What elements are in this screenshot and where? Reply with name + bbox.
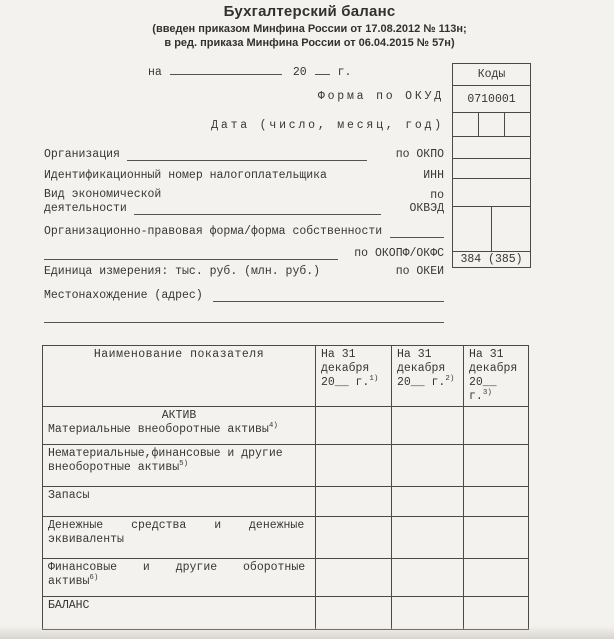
- value-cell: [464, 445, 529, 487]
- date-prefix-label: на: [148, 66, 162, 79]
- form-header: [37, 5, 582, 50]
- row-footnote: 4): [268, 422, 278, 431]
- report-date-underline: [170, 63, 282, 75]
- period3-line2: декабря: [469, 362, 518, 375]
- location-label: Местонахождение (адрес): [44, 289, 203, 302]
- indicator-cell: [43, 445, 316, 487]
- indicator-cell: [43, 517, 316, 559]
- indicator-label: БАЛАНС: [48, 599, 90, 612]
- okei-code-cell: [452, 251, 531, 268]
- taxpayer-number-label: Идентификационный номер налогоплательщика: [44, 169, 327, 182]
- period2-line3: 20__ г.: [397, 376, 446, 389]
- okopf-underline: [44, 248, 338, 260]
- value-cell: [392, 445, 464, 487]
- okud-label: Форма по ОКУД: [317, 90, 444, 103]
- table-row: [43, 517, 529, 559]
- indicator-cell: [43, 597, 316, 630]
- value-cell: [316, 559, 392, 597]
- indicator-label: внеоборотные активы$^{5)}$: [48, 460, 189, 474]
- okopf-label: по ОКОПФ/ОКФС: [354, 247, 444, 260]
- unit-label: Единица измерения: тыс. руб. (млн. руб.): [44, 265, 321, 278]
- indicator-label: Материальные внеоборотные активы$^{4)}$: [48, 422, 278, 436]
- okved-prefix-label: по: [430, 189, 444, 202]
- indicator-label: Финансовые и другие оборотные: [48, 561, 306, 574]
- value-cell: [392, 559, 464, 597]
- section-title: АКТИВ: [161, 409, 197, 422]
- activity-label-line2: деятельности: [44, 202, 127, 215]
- balance-table: [42, 345, 529, 630]
- date-code-cell: [452, 112, 531, 137]
- organization-underline: [127, 149, 367, 161]
- okud-code-cell: [452, 85, 531, 113]
- table-header-row: [43, 346, 529, 407]
- period3-line3: 20__ г.: [469, 376, 497, 403]
- period1-line3: 20__ г.: [321, 376, 370, 389]
- activity-label-line1: Вид экономической: [44, 188, 162, 201]
- organization-row: [44, 148, 444, 161]
- form-title: Бухгалтерский баланс: [223, 3, 396, 20]
- inn-label: ИНН: [423, 169, 444, 182]
- indicator-label: эквиваленты: [48, 533, 124, 546]
- organization-label: Организация: [44, 148, 120, 161]
- inn-code-cell: [452, 158, 531, 179]
- date-month-cell: [478, 113, 504, 136]
- period3-column-header: [464, 346, 529, 407]
- date-year-cell: [504, 113, 530, 136]
- period1-line1: На 31: [321, 348, 356, 361]
- period3-line1: На 31: [469, 348, 504, 361]
- value-cell: [464, 487, 529, 517]
- okved-code-cell: [452, 178, 531, 207]
- location-row: [44, 289, 444, 302]
- period2-line2: декабря: [397, 362, 446, 375]
- indicator-cell: [43, 487, 316, 517]
- report-date-line: [148, 63, 351, 79]
- codes-header-label: Коды: [477, 68, 506, 81]
- table-row: [43, 487, 529, 517]
- form-subtitle-line1: (введен приказом Минфина России от 17.08.2012 № 113н;: [152, 23, 467, 35]
- value-cell: [392, 487, 464, 517]
- value-cell: [316, 445, 392, 487]
- value-cell: [464, 597, 529, 630]
- table-row: [43, 445, 529, 487]
- okud-code-value: 0710001: [467, 92, 516, 106]
- value-cell: [316, 407, 392, 445]
- codes-column: [452, 63, 531, 268]
- legal-form-underline: [390, 226, 444, 238]
- okpo-code-cell: [452, 136, 531, 159]
- okopf-code-cell: [452, 206, 531, 252]
- year-underline: [315, 63, 330, 75]
- period1-column-header: [316, 346, 392, 407]
- activity-underline: [134, 203, 382, 215]
- year-suffix-label: г.: [337, 66, 352, 79]
- indicator-label: Нематериальные,финансовые и другие: [48, 447, 283, 460]
- indicator-label: Денежные средства и денежные: [48, 519, 305, 532]
- table-row: [43, 407, 529, 445]
- table-row: [43, 597, 529, 630]
- legal-form-label: Организационно-правовая форма/форма собственности: [44, 225, 383, 238]
- unit-row: [44, 265, 444, 278]
- address-underline: [44, 322, 444, 323]
- indicator-column-header: Наименование показателя: [43, 346, 316, 407]
- date-day-cell: [453, 113, 478, 136]
- period2-line1: На 31: [397, 348, 432, 361]
- legal-form-row: [44, 225, 444, 238]
- activity-row: [44, 202, 444, 215]
- period3-footnote: 3): [482, 389, 492, 398]
- value-cell: [464, 517, 529, 559]
- okopf-sub-cell: [453, 207, 491, 251]
- form-subtitle-line2: в ред. приказа Минфина России от 06.04.2015 № 57н): [164, 36, 455, 49]
- period2-column-header: [392, 346, 464, 407]
- okopf-row: [44, 247, 444, 260]
- row-footnote: 6): [89, 574, 99, 583]
- row-footnote: 5): [179, 460, 189, 469]
- page-bottom-shadow: [0, 626, 614, 639]
- value-cell: [464, 559, 529, 597]
- okved-label: ОКВЭД: [409, 202, 444, 215]
- period2-footnote: 2): [445, 375, 455, 384]
- value-cell: [392, 597, 464, 630]
- value-cell: [316, 517, 392, 559]
- location-underline: [213, 290, 444, 302]
- indicator-cell: [43, 559, 316, 597]
- indicator-cell: [43, 407, 316, 445]
- indicator-label: активы$^{6)}$: [48, 574, 99, 588]
- value-cell: [392, 407, 464, 445]
- okei-code-value: 384 (385): [460, 253, 523, 266]
- value-cell: [392, 517, 464, 559]
- period1-line2: декабря: [321, 362, 370, 375]
- okpo-label: по ОКПО: [395, 148, 444, 161]
- century-label: 20: [292, 66, 307, 79]
- value-cell: [316, 597, 392, 630]
- table-row: [43, 559, 529, 597]
- codes-header-cell: [452, 63, 531, 86]
- date-label: Дата (число, месяц, год): [211, 119, 444, 132]
- indicator-label: Запасы: [48, 489, 90, 502]
- value-cell: [316, 487, 392, 517]
- value-cell: [464, 407, 529, 445]
- okei-label: по ОКЕИ: [395, 265, 444, 278]
- okfs-sub-cell: [491, 207, 530, 251]
- period1-footnote: 1): [369, 375, 379, 384]
